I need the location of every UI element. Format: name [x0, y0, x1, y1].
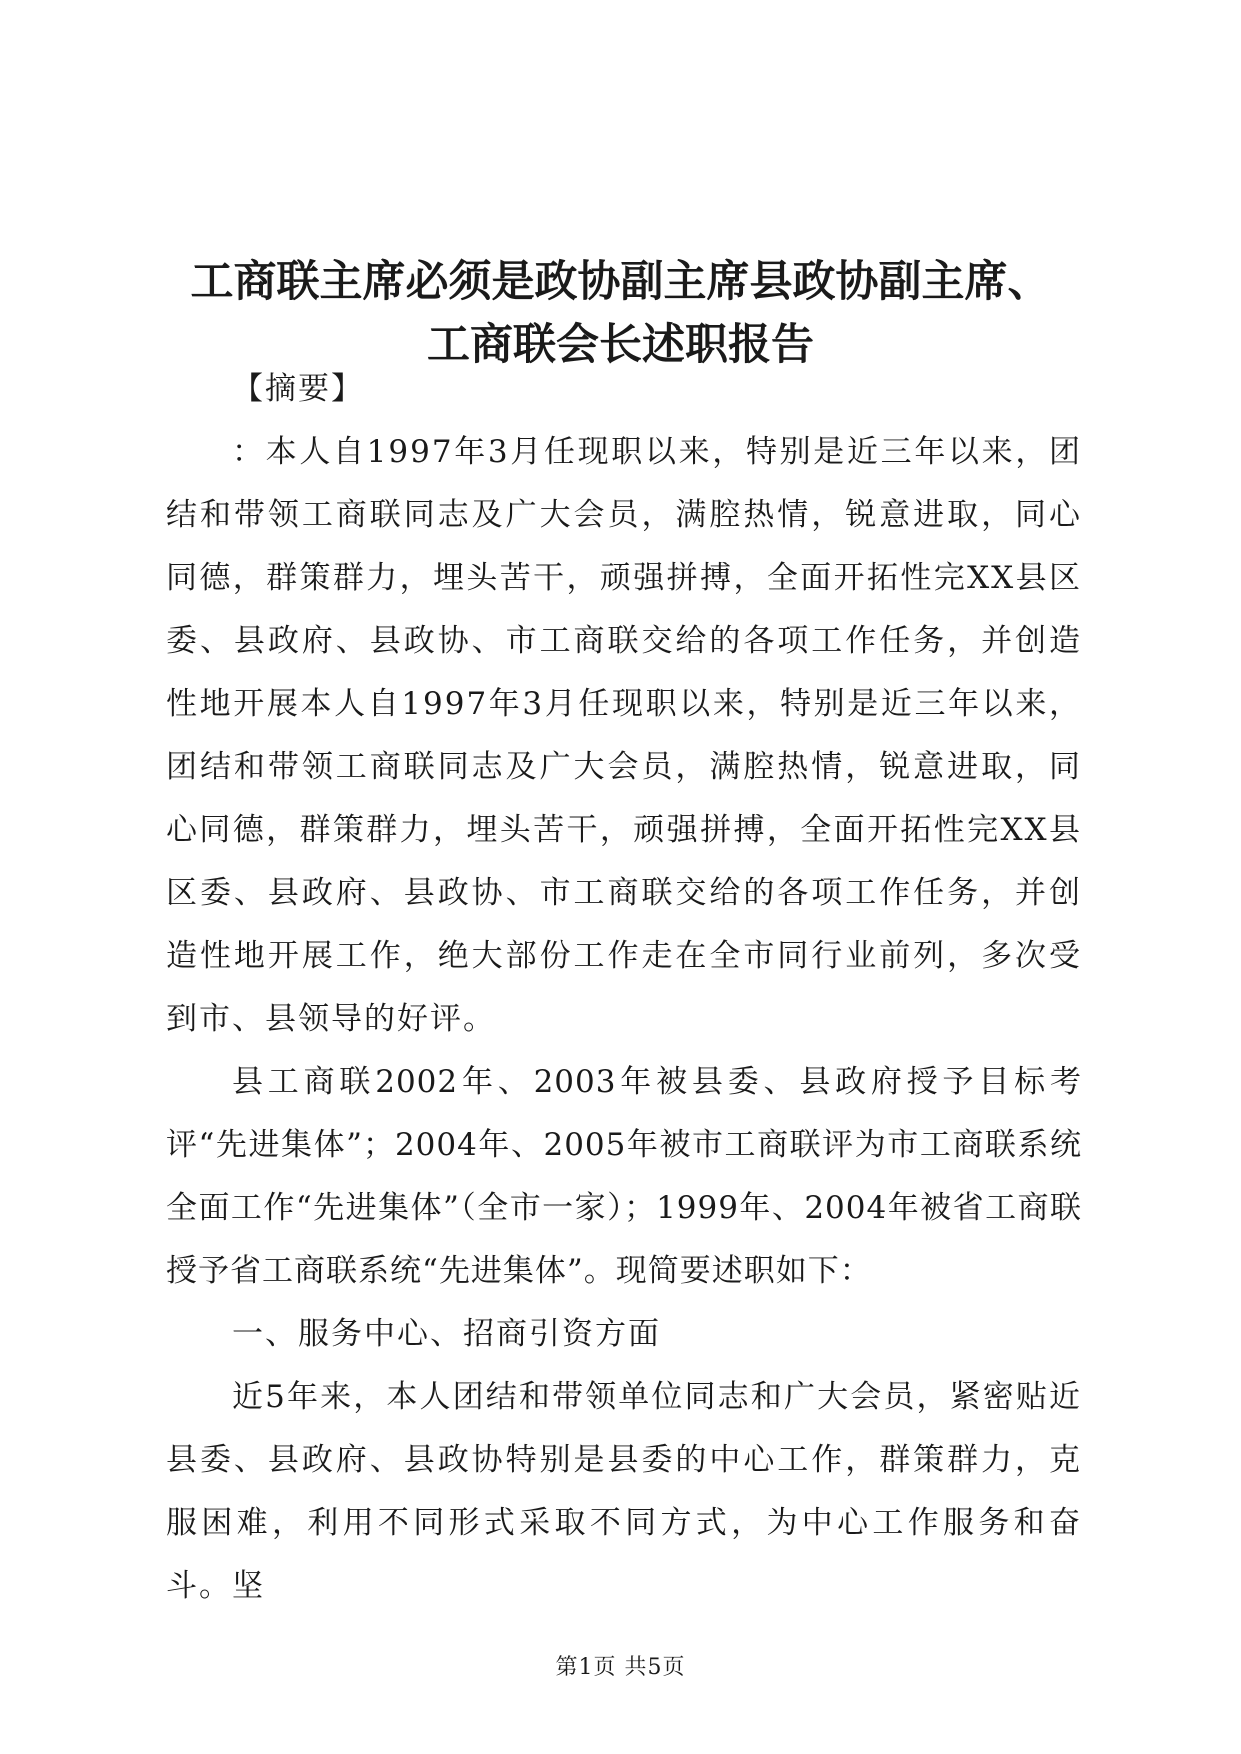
abstract-heading: 【摘要】 [232, 371, 364, 407]
document-body [166, 358, 1082, 1618]
paragraph-section-1: 近5年来，本人团结和带领单位同志和广大会员，紧密贴近县委、县政府、县政协特别是县委的中心工作，群策群力，克服困难，利用不同形式采取不同方式，为中心工作服务和奋斗。坚 [166, 1379, 1082, 1604]
title-line-1: 工商联主席必须是政协副主席县政协副主席、 [190, 256, 1051, 307]
title-line-2: 工商联会长述职报告 [427, 319, 814, 370]
section-heading-1: 一、服务中心、招商引资方面 [232, 1316, 661, 1352]
paragraph-intro: ：本人自1997年3月任现职以来，特别是近三年以来，团结和带领工商联同志及广大会员，满腔热情，锐意进取，同心同德，群策群力，埋头苦干，顽强拼搏，全面开拓性完XX县区委、县政府、县政协、市工商联交给的各项工作任务，并创造性地开展本人自1997年3月任现职以来，特别是近三年以来，团结和带领工商联同志及广大会员，满腔热情，锐意进取，同心同德，群策群力，埋头苦干，顽强拼搏，全面开拓性完XX县区委、县政府、县政协、市工商联交给的各项工作任务，并创造性地开展工作，绝大部份工作走在全市同行业前列，多次受到市、县领导的好评。 [166, 434, 1082, 1037]
paragraph-honors: 县工商联2002年、2003年被县委、县政府授予目标考评“先进集体”；2004年、2005年被市工商联评为市工商联系统全面工作“先进集体”（全市一家）；1999年、2004年被省工商联授予省工商联系统“先进集体”。现简要述职如下： [166, 1064, 1082, 1289]
page-footer: 第1页 共5页 [555, 1655, 686, 1680]
